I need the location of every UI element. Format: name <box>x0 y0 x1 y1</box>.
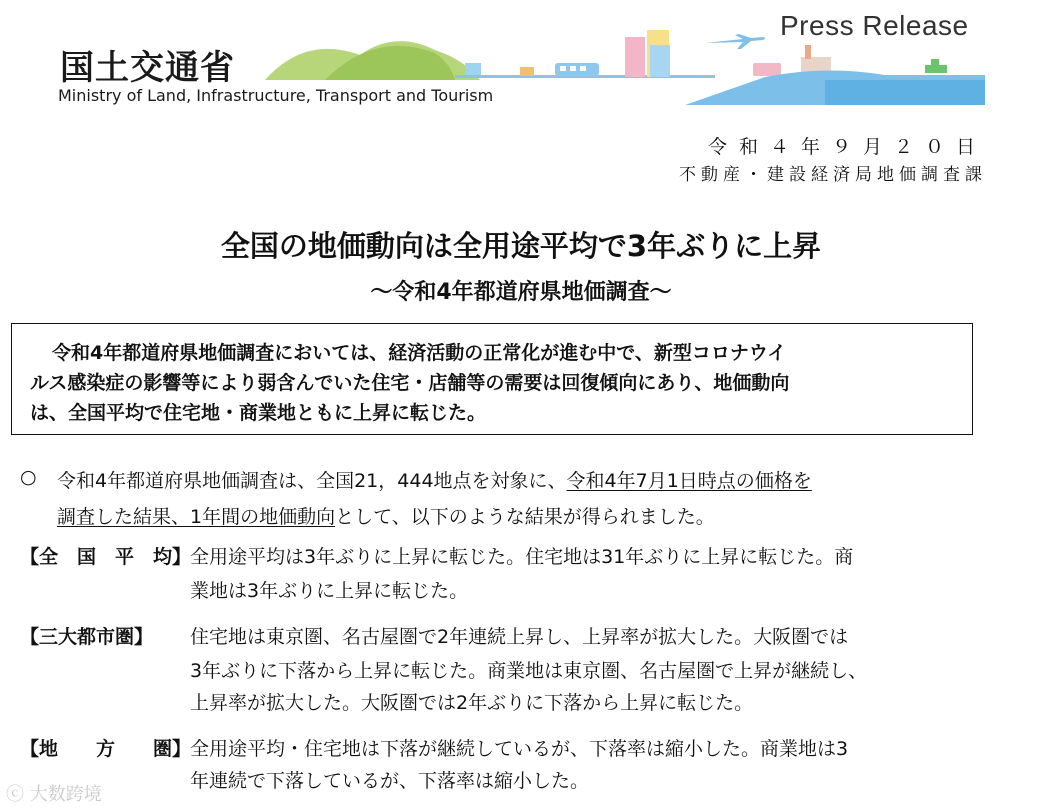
intro-text: として、以下のような結果が得られました。 <box>335 506 715 528</box>
intro-line-2 <box>57 502 715 529</box>
category-label-regional: 【地 方 圏】 <box>20 738 192 760</box>
intro-text-underlined: 令和4年7月1日時点の価格を <box>566 470 812 492</box>
press-release-label: Press Release <box>780 10 969 41</box>
intro-text: 令和4年都道府県地価調査は、全国21，444地点を対象に、 <box>57 470 567 492</box>
category-text: 業地は3年ぶりに上昇に転じた。 <box>190 580 469 602</box>
category-text: 全用途平均は3年ぶりに上昇に転じた。住宅地は31年ぶりに上昇に転じた。商 <box>190 546 854 568</box>
ministry-name-en: Ministry of Land, Infrastructure, Transport and Tourism <box>58 86 494 105</box>
watermark <box>6 780 102 806</box>
summary-line: は、全国平均で住宅地・商業地ともに上昇に転じた。 <box>30 402 487 424</box>
watermark-logo-icon: ⓒ <box>6 784 30 805</box>
document-subtitle: ～令和4年都道府県地価調査～ <box>370 280 672 305</box>
category-text: 住宅地は東京圏、名古屋圏で2年連続上昇し、上昇率が拡大した。大阪圏では <box>190 626 849 648</box>
intro-line-1 <box>57 466 812 493</box>
summary-line: 令和4年都道府県地価調査においては、経済活動の正常化が進む中で、新型コロナウイ <box>52 342 787 364</box>
document-title: 全国の地価動向は全用途平均で3年ぶりに上昇 <box>220 229 822 263</box>
intro-text-underlined: 調査した結果、1年間の地価動向 <box>57 506 336 528</box>
category-label-national: 【全 国 平 均】 <box>20 546 192 568</box>
bullet-marker: ○ <box>20 466 37 488</box>
watermark-text: 大数跨境 <box>29 784 102 805</box>
category-text: 3年ぶりに下落から上昇に転じた。商業地は東京圏、名古屋圏で上昇が継続し、 <box>190 660 868 682</box>
category-text: 上昇率が拡大した。大阪圏では2年ぶりに下落から上昇に転じた。 <box>190 692 754 714</box>
summary-line: ルス感染症の影響等により弱含んでいた住宅・店舗等の需要は回復傾向にあり、地価動向 <box>30 372 790 394</box>
category-text: 全用途平均・住宅地は下落が継続しているが、下落率は縮小した。商業地は3 <box>190 738 849 760</box>
category-label-metro: 【三大都市圏】 <box>20 626 154 648</box>
issuing-bureau: 不動産・建設経済局地価調査課 <box>679 165 987 185</box>
ministry-name-jp: 国土交通省 <box>60 48 235 88</box>
release-date: 令和４年９月２０日 <box>707 136 987 158</box>
summary-box <box>11 323 973 435</box>
header-banner-illustration <box>265 25 985 105</box>
category-text: 年連続で下落しているが、下落率は縮小した。 <box>190 770 590 792</box>
